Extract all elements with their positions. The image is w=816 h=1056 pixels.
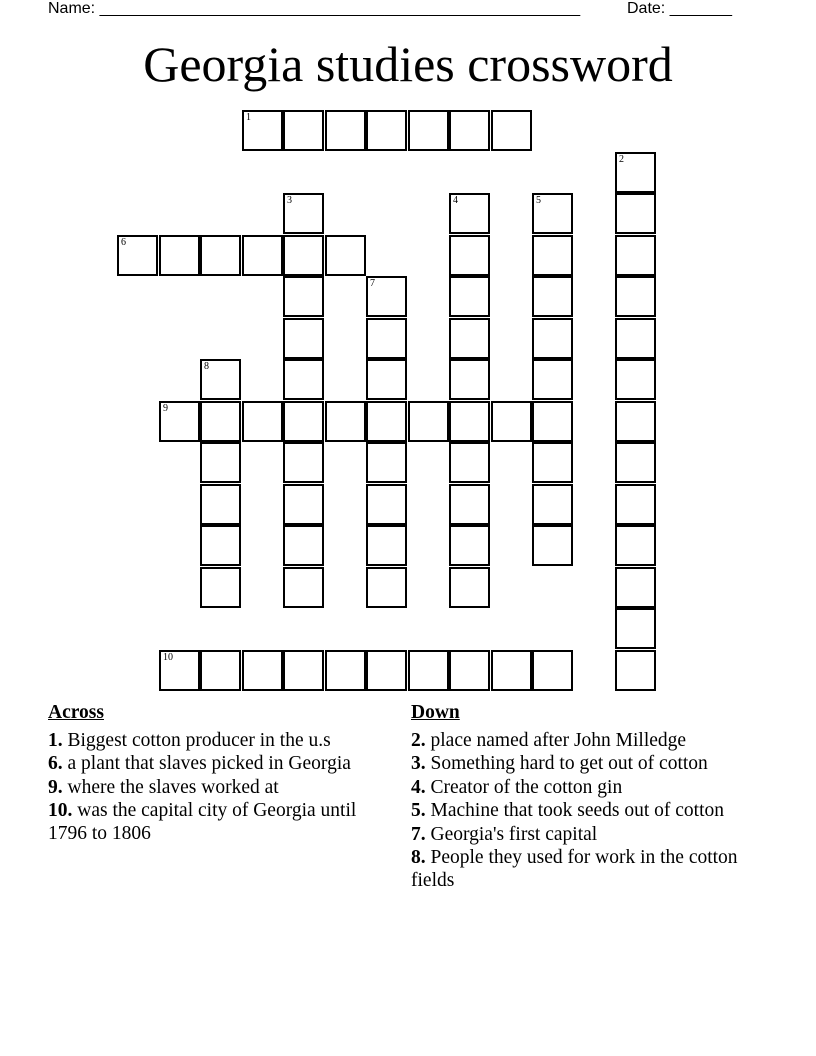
grid-cell[interactable] — [615, 401, 656, 442]
grid-cell[interactable] — [615, 193, 656, 234]
down-clue-2 — [411, 730, 751, 753]
clue-number: 2. — [411, 729, 426, 751]
grid-cell[interactable] — [283, 650, 324, 691]
across-clues — [48, 702, 378, 846]
clue-number: 5. — [411, 800, 426, 821]
grid-cell[interactable] — [615, 152, 656, 193]
grid-cell[interactable] — [449, 359, 490, 400]
grid-cell[interactable] — [532, 484, 573, 525]
grid-cell[interactable] — [325, 401, 366, 442]
grid-cell[interactable] — [283, 110, 324, 151]
grid-cell[interactable] — [366, 318, 407, 359]
grid-cell[interactable] — [117, 235, 158, 276]
grid-cell[interactable] — [449, 525, 490, 566]
grid-cell[interactable] — [325, 650, 366, 691]
grid-cell[interactable] — [366, 276, 407, 317]
clue-number: 6. — [48, 753, 63, 774]
grid-cell[interactable] — [532, 401, 573, 442]
clue-number: 7. — [411, 823, 426, 845]
grid-cell[interactable] — [615, 484, 656, 525]
grid-cell[interactable] — [283, 318, 324, 359]
grid-cell[interactable] — [200, 567, 241, 608]
cell-clue-number: 2 — [619, 154, 624, 165]
grid-cell[interactable] — [449, 235, 490, 276]
grid-cell[interactable] — [532, 525, 573, 566]
across-clue-9 — [48, 777, 378, 800]
grid-cell[interactable] — [615, 525, 656, 566]
date-field-label: Date: _______ — [627, 0, 732, 17]
cell-clue-number: 4 — [453, 195, 458, 206]
down-clue-3 — [411, 753, 751, 776]
cell-clue-number: 10 — [163, 652, 173, 663]
cell-clue-number: 5 — [536, 195, 541, 206]
grid-cell[interactable] — [366, 525, 407, 566]
grid-cell[interactable] — [615, 359, 656, 400]
clue-text: People they used for work in the cotton fields — [411, 847, 738, 891]
grid-cell[interactable] — [615, 650, 656, 691]
across-clue-10 — [48, 800, 378, 845]
grid-cell[interactable] — [283, 401, 324, 442]
grid-cell[interactable] — [283, 567, 324, 608]
grid-cell[interactable] — [449, 484, 490, 525]
grid-cell[interactable] — [283, 359, 324, 400]
grid-cell[interactable] — [159, 235, 200, 276]
grid-cell[interactable] — [242, 401, 283, 442]
down-clue-5 — [411, 800, 751, 823]
grid-cell[interactable] — [449, 442, 490, 483]
grid-cell[interactable] — [159, 650, 200, 691]
cell-clue-number: 1 — [246, 112, 251, 123]
grid-cell[interactable] — [283, 235, 324, 276]
down-clue-8 — [411, 847, 751, 892]
cell-clue-number: 3 — [287, 195, 292, 206]
down-clues — [411, 702, 751, 893]
grid-cell[interactable] — [615, 318, 656, 359]
clue-text: Something hard to get out of cotton — [430, 753, 708, 774]
grid-cell[interactable] — [449, 276, 490, 317]
grid-cell[interactable] — [449, 567, 490, 608]
grid-cell[interactable] — [532, 235, 573, 276]
grid-cell[interactable] — [491, 650, 532, 691]
grid-cell[interactable] — [283, 484, 324, 525]
grid-cell[interactable] — [366, 650, 407, 691]
grid-cell[interactable] — [449, 110, 490, 151]
grid-cell[interactable] — [200, 484, 241, 525]
grid-cell[interactable] — [283, 193, 324, 234]
clue-number: 9. — [48, 776, 63, 798]
grid-cell[interactable] — [242, 110, 283, 151]
grid-cell[interactable] — [615, 276, 656, 317]
clue-number: 4. — [411, 776, 426, 798]
cell-clue-number: 6 — [121, 237, 126, 248]
grid-cell[interactable] — [283, 442, 324, 483]
grid-cell[interactable] — [200, 401, 241, 442]
grid-cell[interactable] — [159, 401, 200, 442]
grid-cell[interactable] — [325, 110, 366, 151]
clue-text: Creator of the cotton gin — [430, 776, 623, 798]
grid-cell[interactable] — [449, 318, 490, 359]
down-clue-4 — [411, 777, 751, 800]
grid-cell[interactable] — [366, 442, 407, 483]
grid-cell[interactable] — [615, 567, 656, 608]
clue-text: place named after John Milledge — [430, 729, 687, 751]
grid-cell[interactable] — [366, 110, 407, 151]
clue-number: 3. — [411, 753, 426, 774]
grid-cell[interactable] — [366, 401, 407, 442]
clue-number: 8. — [411, 847, 426, 868]
grid-cell[interactable] — [449, 401, 490, 442]
grid-cell[interactable] — [366, 484, 407, 525]
grid-cell[interactable] — [283, 276, 324, 317]
grid-cell[interactable] — [242, 235, 283, 276]
across-clue-6 — [48, 753, 378, 776]
grid-cell[interactable] — [283, 525, 324, 566]
grid-cell[interactable] — [408, 650, 449, 691]
grid-cell[interactable] — [532, 193, 573, 234]
grid-cell[interactable] — [200, 442, 241, 483]
page-title: Georgia studies crossword — [143, 36, 673, 92]
grid-cell[interactable] — [532, 318, 573, 359]
grid-cell[interactable] — [491, 401, 532, 442]
clue-text: Machine that took seeds out of cotton — [430, 800, 725, 821]
grid-cell[interactable] — [615, 235, 656, 276]
grid-cell[interactable] — [325, 235, 366, 276]
cell-clue-number: 7 — [370, 278, 375, 289]
grid-cell[interactable] — [408, 110, 449, 151]
cell-clue-number: 8 — [204, 361, 209, 372]
down-heading: Down — [411, 702, 460, 723]
name-field-label: Name: ______________________________________________________ — [48, 0, 581, 17]
grid-cell[interactable] — [532, 650, 573, 691]
grid-cell[interactable] — [200, 525, 241, 566]
grid-cell[interactable] — [200, 650, 241, 691]
grid-cell[interactable] — [200, 235, 241, 276]
grid-cell[interactable] — [532, 276, 573, 317]
grid-cell[interactable] — [491, 110, 532, 151]
clue-text: Georgia's first capital — [430, 823, 598, 845]
grid-cell[interactable] — [366, 567, 407, 608]
grid-cell[interactable] — [366, 359, 407, 400]
grid-cell[interactable] — [408, 401, 449, 442]
across-clue-1 — [48, 730, 378, 753]
clue-text: Biggest cotton producer in the u.s — [67, 729, 331, 751]
grid-cell[interactable] — [615, 442, 656, 483]
grid-cell[interactable] — [200, 359, 241, 400]
grid-cell[interactable] — [532, 359, 573, 400]
clue-text: was the capital city of Georgia until 1796 to 1806 — [48, 800, 357, 844]
grid-cell[interactable] — [449, 193, 490, 234]
clue-text: where the slaves worked at — [67, 776, 279, 798]
clue-text: a plant that slaves picked in Georgia — [67, 753, 351, 774]
grid-cell[interactable] — [615, 608, 656, 649]
grid-cell[interactable] — [449, 650, 490, 691]
grid-cell[interactable] — [242, 650, 283, 691]
cell-clue-number: 9 — [163, 403, 168, 414]
clue-number: 1. — [48, 729, 63, 751]
clue-number: 10. — [48, 800, 73, 821]
down-clue-7 — [411, 824, 751, 847]
across-heading: Across — [48, 702, 104, 723]
grid-cell[interactable] — [532, 442, 573, 483]
